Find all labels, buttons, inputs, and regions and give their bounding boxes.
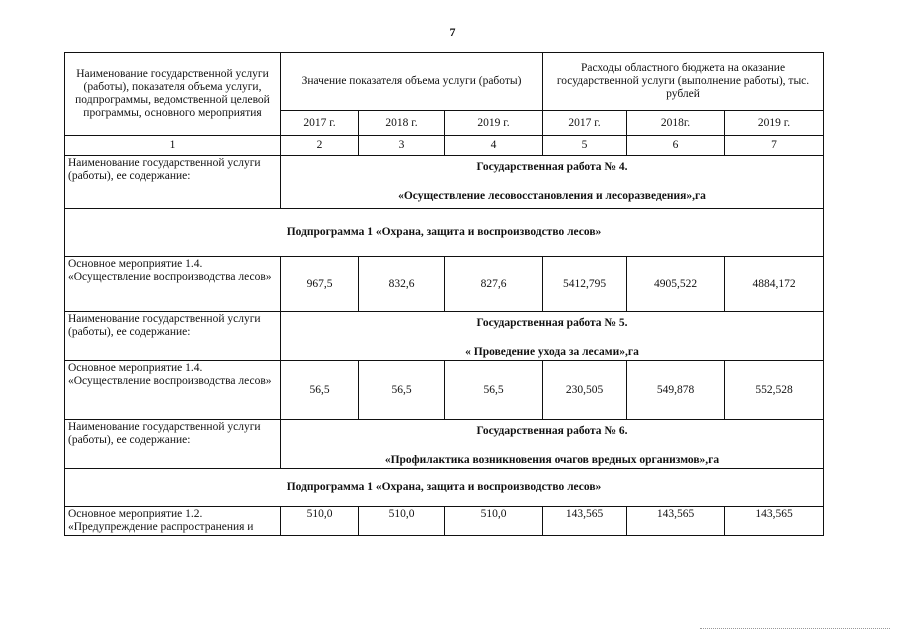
work-5-subtitle: « Проведение ухода за лесами»,га (465, 346, 639, 358)
subprogram-row (65, 469, 824, 507)
scan-artifact-line (700, 628, 890, 630)
service-label: Наименование государственной услуги (работы), ее содержание: (65, 312, 281, 361)
value-cell: 827,6 (445, 257, 543, 312)
work-4-row (65, 156, 824, 209)
year-cell: 2018г. (627, 111, 725, 136)
year-cell: 2019 г. (725, 111, 824, 136)
subprogram-label: Подпрограмма 1 «Охрана, защита и воспроизводство лесов» (65, 209, 824, 257)
column-number: 1 (65, 136, 281, 156)
work-4-title: Государственная работа № 4. (476, 161, 628, 173)
expense-cell: 549,878 (627, 361, 725, 420)
header-expenses-cell: Расходы областного бюджета на оказание государственной услуги (выполнение работы), тыс. рублей (543, 53, 824, 111)
expense-cell: 552,528 (725, 361, 824, 420)
year-cell: 2017 г. (543, 111, 627, 136)
work-4-cell (281, 156, 824, 209)
service-label: Наименование государственной услуги (работы), ее содержание: (65, 156, 281, 209)
service-label: Наименование государственной услуги (работы), ее содержание: (65, 420, 281, 469)
value-cell: 56,5 (445, 361, 543, 420)
event-1-2-label: Основное мероприятие 1.2. «Предупреждение распространения и (65, 507, 281, 536)
page-number: 7 (449, 25, 456, 39)
expense-cell: 143,565 (725, 507, 824, 536)
expense-cell: 230,505 (543, 361, 627, 420)
header-row (65, 53, 824, 111)
services-table (64, 52, 824, 536)
subprogram-row (65, 209, 824, 257)
column-number: 2 (281, 136, 359, 156)
expense-cell: 4884,172 (725, 257, 824, 312)
expense-cell: 4905,522 (627, 257, 725, 312)
column-number: 6 (627, 136, 725, 156)
expense-cell: 143,565 (627, 507, 725, 536)
header-name-cell: Наименование государственной услуги (работы), показателя объема услуги, подпрограммы, ведомственной целевой программы, основного мероприятия (65, 53, 281, 136)
work-5-cell (281, 312, 824, 361)
expense-cell: 5412,795 (543, 257, 627, 312)
expense-cell: 143,565 (543, 507, 627, 536)
year-cell: 2017 г. (281, 111, 359, 136)
event-1-2-row (65, 507, 824, 536)
subprogram-label: Подпрограмма 1 «Охрана, защита и воспроизводство лесов» (65, 469, 824, 507)
header-value-cell: Значение показателя объема услуги (работы) (281, 53, 543, 111)
value-cell: 510,0 (281, 507, 359, 536)
value-cell: 56,5 (281, 361, 359, 420)
value-cell: 510,0 (445, 507, 543, 536)
event-1-4-label: Основное мероприятие 1.4. «Осуществление воспроизводства лесов» (65, 361, 281, 420)
value-cell: 510,0 (359, 507, 445, 536)
column-number: 5 (543, 136, 627, 156)
column-number: 3 (359, 136, 445, 156)
column-number: 7 (725, 136, 824, 156)
work-6-title: Государственная работа № 6. (476, 425, 628, 437)
event-1-4-row (65, 361, 824, 420)
work-6-subtitle: «Профилактика возникновения очагов вредных организмов»,га (384, 454, 720, 466)
event-1-4-row (65, 257, 824, 312)
work-4-subtitle: «Осуществление лесовосстановления и лесоразведения»,га (398, 190, 706, 202)
work-5-row (65, 312, 824, 361)
work-5-title: Государственная работа № 5. (476, 317, 628, 329)
value-cell: 832,6 (359, 257, 445, 312)
work-6-row (65, 420, 824, 469)
year-cell: 2018 г. (359, 111, 445, 136)
column-number: 4 (445, 136, 543, 156)
value-cell: 56,5 (359, 361, 445, 420)
value-cell: 967,5 (281, 257, 359, 312)
column-numbers-row (65, 136, 824, 156)
year-cell: 2019 г. (445, 111, 543, 136)
event-1-4-label: Основное мероприятие 1.4. «Осуществление воспроизводства лесов» (65, 257, 281, 312)
work-6-cell (281, 420, 824, 469)
